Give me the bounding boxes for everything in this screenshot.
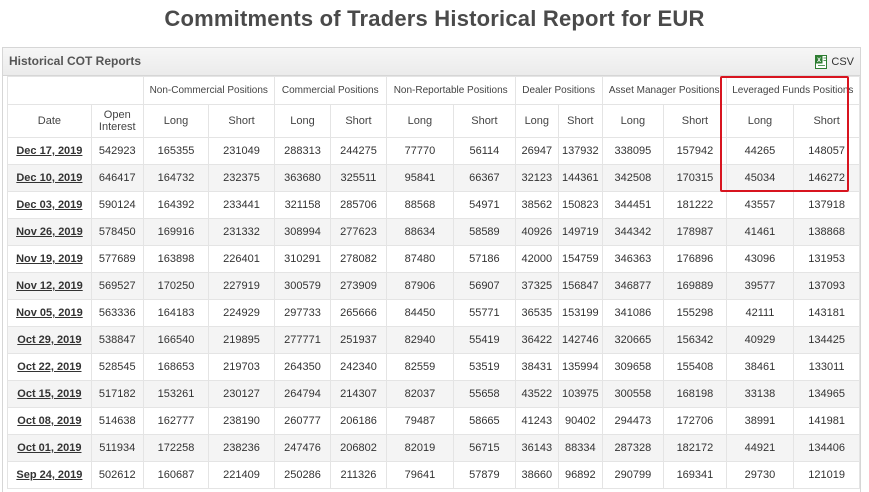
- open-interest-cell: 528545: [91, 354, 143, 381]
- dealer-short-cell: 150823: [558, 192, 602, 219]
- open-interest-cell: 577689: [91, 246, 143, 273]
- group-header-assetmanager: Asset Manager Positions: [602, 77, 726, 105]
- dealer-long-cell: 26947: [515, 138, 558, 165]
- leveraged-long-cell: 44265: [726, 138, 794, 165]
- leveraged-long-cell: 40929: [726, 327, 794, 354]
- nonreportable-long-cell: 82037: [386, 381, 453, 408]
- assetmanager-long-cell: 300558: [602, 381, 664, 408]
- date-header: Date: [8, 105, 92, 138]
- commercial-long-cell: 277771: [274, 327, 330, 354]
- noncommercial-short-cell: 232375: [209, 165, 275, 192]
- nonreportable-long-cell: 79641: [386, 462, 453, 489]
- commercial-short-cell: 214307: [331, 381, 386, 408]
- commercial-long-cell: 300579: [274, 273, 330, 300]
- assetmanager-short-cell: 168198: [664, 381, 727, 408]
- open-interest-cell: 646417: [91, 165, 143, 192]
- nonreportable-long-cell: 88568: [386, 192, 453, 219]
- dealer-short-cell: 135994: [558, 354, 602, 381]
- commercial-short-cell: 265666: [331, 300, 386, 327]
- long-header: Long: [386, 105, 453, 138]
- table-row: [8, 435, 860, 462]
- noncommercial-long-cell: 164732: [143, 165, 209, 192]
- nonreportable-short-cell: 66367: [454, 165, 516, 192]
- date-link[interactable]: Oct 01, 2019: [17, 442, 82, 454]
- commercial-short-cell: 285706: [331, 192, 386, 219]
- dealer-short-cell: 137932: [558, 138, 602, 165]
- noncommercial-short-cell: 233441: [209, 192, 275, 219]
- commercial-long-cell: 308994: [274, 219, 330, 246]
- commercial-short-cell: 242340: [331, 354, 386, 381]
- assetmanager-long-cell: 342508: [602, 165, 664, 192]
- dealer-short-cell: 142746: [558, 327, 602, 354]
- dealer-long-cell: 40926: [515, 219, 558, 246]
- csv-export-button[interactable]: [815, 53, 854, 70]
- assetmanager-short-cell: 170315: [664, 165, 727, 192]
- open-interest-cell: 542923: [91, 138, 143, 165]
- group-header-empty: [8, 77, 144, 105]
- dealer-short-cell: 153199: [558, 300, 602, 327]
- assetmanager-long-cell: 309658: [602, 354, 664, 381]
- leveraged-short-cell: 146272: [794, 165, 860, 192]
- excel-file-icon: [815, 55, 827, 69]
- assetmanager-short-cell: 155298: [664, 300, 727, 327]
- leveraged-short-cell: 134406: [794, 435, 860, 462]
- dealer-short-cell: 96892: [558, 462, 602, 489]
- page-title: Commitments of Traders Historical Report for EUR: [164, 6, 705, 31]
- leveraged-short-cell: 148057: [794, 138, 860, 165]
- date-link[interactable]: Dec 10, 2019: [16, 172, 83, 184]
- dealer-short-cell: 154759: [558, 246, 602, 273]
- table-row: [8, 462, 860, 489]
- nonreportable-short-cell: 56907: [454, 273, 516, 300]
- nonreportable-short-cell: 56715: [454, 435, 516, 462]
- assetmanager-long-cell: 346363: [602, 246, 664, 273]
- nonreportable-long-cell: 84450: [386, 300, 453, 327]
- short-header: Short: [558, 105, 602, 138]
- leveraged-long-cell: 38991: [726, 408, 794, 435]
- assetmanager-long-cell: 320665: [602, 327, 664, 354]
- commercial-short-cell: 211326: [331, 462, 386, 489]
- table-row: [8, 381, 860, 408]
- leveraged-short-cell: 137093: [794, 273, 860, 300]
- short-header: Short: [794, 105, 860, 138]
- commercial-long-cell: 264350: [274, 354, 330, 381]
- date-link[interactable]: Nov 12, 2019: [16, 280, 83, 292]
- nonreportable-long-cell: 77770: [386, 138, 453, 165]
- nonreportable-short-cell: 55419: [454, 327, 516, 354]
- noncommercial-long-cell: 164392: [143, 192, 209, 219]
- group-header-dealer: Dealer Positions: [515, 77, 602, 105]
- noncommercial-long-cell: 164183: [143, 300, 209, 327]
- assetmanager-short-cell: 176896: [664, 246, 727, 273]
- table-row: [8, 273, 860, 300]
- leveraged-long-cell: 33138: [726, 381, 794, 408]
- assetmanager-short-cell: 172706: [664, 408, 727, 435]
- table-row: [8, 192, 860, 219]
- nonreportable-short-cell: 55658: [454, 381, 516, 408]
- commercial-long-cell: 264794: [274, 381, 330, 408]
- commercial-long-cell: 321158: [274, 192, 330, 219]
- nonreportable-short-cell: 54971: [454, 192, 516, 219]
- assetmanager-long-cell: 287328: [602, 435, 664, 462]
- date-link[interactable]: Nov 26, 2019: [16, 226, 83, 238]
- commercial-long-cell: 310291: [274, 246, 330, 273]
- long-header: Long: [602, 105, 664, 138]
- table-row: [8, 219, 860, 246]
- commercial-long-cell: 288313: [274, 138, 330, 165]
- commercial-long-cell: 247476: [274, 435, 330, 462]
- leveraged-long-cell: 43096: [726, 246, 794, 273]
- open-interest-cell: 590124: [91, 192, 143, 219]
- date-link[interactable]: Oct 08, 2019: [17, 415, 82, 427]
- noncommercial-short-cell: 224929: [209, 300, 275, 327]
- leveraged-long-cell: 44921: [726, 435, 794, 462]
- leveraged-short-cell: 141981: [794, 408, 860, 435]
- leveraged-short-cell: 134425: [794, 327, 860, 354]
- nonreportable-long-cell: 87906: [386, 273, 453, 300]
- assetmanager-long-cell: 294473: [602, 408, 664, 435]
- open-interest-cell: 502612: [91, 462, 143, 489]
- noncommercial-short-cell: 221409: [209, 462, 275, 489]
- assetmanager-long-cell: 346877: [602, 273, 664, 300]
- assetmanager-short-cell: 169341: [664, 462, 727, 489]
- assetmanager-short-cell: 156342: [664, 327, 727, 354]
- assetmanager-short-cell: 157942: [664, 138, 727, 165]
- noncommercial-long-cell: 160687: [143, 462, 209, 489]
- nonreportable-long-cell: 88634: [386, 219, 453, 246]
- dealer-short-cell: 144361: [558, 165, 602, 192]
- dealer-short-cell: 156847: [558, 273, 602, 300]
- noncommercial-long-cell: 166540: [143, 327, 209, 354]
- group-header-row: [8, 77, 860, 105]
- noncommercial-long-cell: 163898: [143, 246, 209, 273]
- panel-header: [3, 48, 860, 76]
- group-header-leveraged: Leveraged Funds Positions: [726, 77, 859, 105]
- open-interest-cell: 578450: [91, 219, 143, 246]
- leveraged-short-cell: 121019: [794, 462, 860, 489]
- dealer-long-cell: 43522: [515, 381, 558, 408]
- dealer-long-cell: 38431: [515, 354, 558, 381]
- noncommercial-long-cell: 169916: [143, 219, 209, 246]
- commercial-short-cell: 277623: [331, 219, 386, 246]
- short-header: Short: [664, 105, 727, 138]
- table-row: [8, 138, 860, 165]
- nonreportable-short-cell: 57186: [454, 246, 516, 273]
- group-header-nonreportable: Non-Reportable Positions: [386, 77, 515, 105]
- date-link[interactable]: Sep 24, 2019: [16, 469, 83, 481]
- dealer-long-cell: 42000: [515, 246, 558, 273]
- nonreportable-short-cell: 55771: [454, 300, 516, 327]
- noncommercial-long-cell: 172258: [143, 435, 209, 462]
- long-header: Long: [143, 105, 209, 138]
- commercial-long-cell: 363680: [274, 165, 330, 192]
- noncommercial-long-cell: 153261: [143, 381, 209, 408]
- nonreportable-short-cell: 56114: [454, 138, 516, 165]
- dealer-long-cell: 41243: [515, 408, 558, 435]
- nonreportable-long-cell: 82940: [386, 327, 453, 354]
- long-header: Long: [726, 105, 794, 138]
- nonreportable-long-cell: 87480: [386, 246, 453, 273]
- table-row: [8, 246, 860, 273]
- leveraged-short-cell: 133011: [794, 354, 860, 381]
- panel-title: Historical COT Reports: [9, 54, 142, 68]
- commercial-short-cell: 325511: [331, 165, 386, 192]
- leveraged-short-cell: 131953: [794, 246, 860, 273]
- leveraged-long-cell: 42111: [726, 300, 794, 327]
- dealer-long-cell: 38562: [515, 192, 558, 219]
- leveraged-long-cell: 41461: [726, 219, 794, 246]
- leveraged-short-cell: 137918: [794, 192, 860, 219]
- dealer-long-cell: 32123: [515, 165, 558, 192]
- group-header-commercial: Commercial Positions: [274, 77, 386, 105]
- leveraged-long-cell: 29730: [726, 462, 794, 489]
- nonreportable-short-cell: 57879: [454, 462, 516, 489]
- assetmanager-short-cell: 178987: [664, 219, 727, 246]
- commercial-short-cell: 251937: [331, 327, 386, 354]
- leveraged-long-cell: 38461: [726, 354, 794, 381]
- cot-reports-panel: [2, 47, 861, 492]
- leveraged-long-cell: 43557: [726, 192, 794, 219]
- leveraged-long-cell: 45034: [726, 165, 794, 192]
- assetmanager-long-cell: 341086: [602, 300, 664, 327]
- cot-table: [7, 76, 860, 489]
- date-link[interactable]: Nov 05, 2019: [16, 307, 83, 319]
- table-row: [8, 165, 860, 192]
- noncommercial-short-cell: 219703: [209, 354, 275, 381]
- dealer-short-cell: 90402: [558, 408, 602, 435]
- group-header-noncommercial: Non-Commercial Positions: [143, 77, 274, 105]
- assetmanager-short-cell: 182172: [664, 435, 727, 462]
- commercial-long-cell: 250286: [274, 462, 330, 489]
- assetmanager-long-cell: 290799: [602, 462, 664, 489]
- leveraged-long-cell: 39577: [726, 273, 794, 300]
- noncommercial-short-cell: 226401: [209, 246, 275, 273]
- commercial-short-cell: 278082: [331, 246, 386, 273]
- long-header: Long: [274, 105, 330, 138]
- noncommercial-long-cell: 162777: [143, 408, 209, 435]
- leveraged-short-cell: 138868: [794, 219, 860, 246]
- noncommercial-short-cell: 231049: [209, 138, 275, 165]
- open-interest-cell: 511934: [91, 435, 143, 462]
- assetmanager-short-cell: 155408: [664, 354, 727, 381]
- assetmanager-short-cell: 169889: [664, 273, 727, 300]
- date-link[interactable]: Nov 19, 2019: [16, 253, 83, 265]
- nonreportable-short-cell: 58665: [454, 408, 516, 435]
- assetmanager-long-cell: 344342: [602, 219, 664, 246]
- short-header: Short: [454, 105, 516, 138]
- noncommercial-short-cell: 231332: [209, 219, 275, 246]
- commercial-long-cell: 297733: [274, 300, 330, 327]
- date-link[interactable]: Dec 03, 2019: [16, 199, 83, 211]
- leveraged-short-cell: 134965: [794, 381, 860, 408]
- long-header: Long: [515, 105, 558, 138]
- nonreportable-long-cell: 82559: [386, 354, 453, 381]
- noncommercial-short-cell: 227919: [209, 273, 275, 300]
- date-link[interactable]: Oct 22, 2019: [17, 361, 82, 373]
- table-body: [8, 138, 860, 489]
- noncommercial-short-cell: 230127: [209, 381, 275, 408]
- noncommercial-short-cell: 219895: [209, 327, 275, 354]
- assetmanager-short-cell: 181222: [664, 192, 727, 219]
- dealer-short-cell: 88334: [558, 435, 602, 462]
- noncommercial-long-cell: 168653: [143, 354, 209, 381]
- nonreportable-short-cell: 53519: [454, 354, 516, 381]
- short-header: Short: [331, 105, 386, 138]
- table-row: [8, 300, 860, 327]
- noncommercial-long-cell: 165355: [143, 138, 209, 165]
- commercial-short-cell: 206802: [331, 435, 386, 462]
- sub-header-row: [8, 105, 860, 138]
- noncommercial-short-cell: 238236: [209, 435, 275, 462]
- assetmanager-long-cell: 344451: [602, 192, 664, 219]
- open-interest-cell: 517182: [91, 381, 143, 408]
- commercial-short-cell: 244275: [331, 138, 386, 165]
- table-row: [8, 327, 860, 354]
- commercial-long-cell: 260777: [274, 408, 330, 435]
- short-header: Short: [209, 105, 275, 138]
- dealer-short-cell: 103975: [558, 381, 602, 408]
- open-interest-cell: 569527: [91, 273, 143, 300]
- assetmanager-long-cell: 338095: [602, 138, 664, 165]
- table-row: [8, 408, 860, 435]
- dealer-long-cell: 36143: [515, 435, 558, 462]
- svg-text:X: X: [817, 57, 822, 64]
- noncommercial-short-cell: 238190: [209, 408, 275, 435]
- date-link[interactable]: Dec 17, 2019: [16, 145, 83, 157]
- dealer-long-cell: 36422: [515, 327, 558, 354]
- nonreportable-long-cell: 79487: [386, 408, 453, 435]
- open-interest-cell: 514638: [91, 408, 143, 435]
- open-interest-cell: 538847: [91, 327, 143, 354]
- date-link[interactable]: Oct 29, 2019: [17, 334, 82, 346]
- csv-label: CSV: [831, 55, 854, 68]
- open-interest-header: Open Interest: [91, 105, 143, 138]
- commercial-short-cell: 273909: [331, 273, 386, 300]
- dealer-long-cell: 38660: [515, 462, 558, 489]
- nonreportable-short-cell: 58589: [454, 219, 516, 246]
- dealer-long-cell: 36535: [515, 300, 558, 327]
- table-row: [8, 354, 860, 381]
- date-link[interactable]: Oct 15, 2019: [17, 388, 82, 400]
- noncommercial-long-cell: 170250: [143, 273, 209, 300]
- nonreportable-long-cell: 82019: [386, 435, 453, 462]
- leveraged-short-cell: 143181: [794, 300, 860, 327]
- nonreportable-long-cell: 95841: [386, 165, 453, 192]
- dealer-short-cell: 149719: [558, 219, 602, 246]
- open-interest-cell: 563336: [91, 300, 143, 327]
- dealer-long-cell: 37325: [515, 273, 558, 300]
- commercial-short-cell: 206186: [331, 408, 386, 435]
